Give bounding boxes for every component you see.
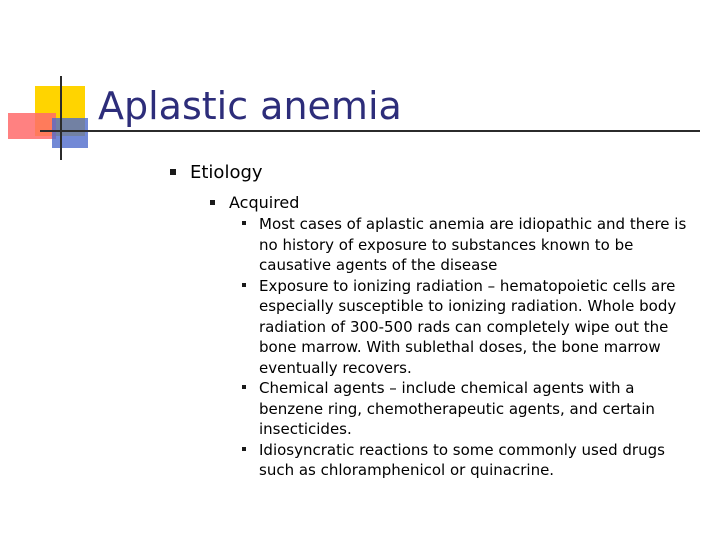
bullet-level2 [210,193,690,212]
title-underline [40,130,700,132]
list-item-text: Most cases of aplastic anemia are idiopathic and there is no history of exposure to substances known to be causative agents of the disease [259,215,687,274]
list-item [242,378,690,440]
square-bullet-icon [242,385,246,389]
decorative-logo [0,0,110,170]
square-bullet-icon [170,169,176,175]
logo-red-bar [8,113,56,139]
bullet-list [170,162,690,481]
slide-title: Aplastic anemia [98,84,402,128]
bullet-level1-text: Etiology [190,162,263,183]
square-bullet-icon [242,447,246,451]
logo-blue-square [52,118,88,148]
bullet-level1 [170,162,690,183]
sub-sub-list [242,214,690,481]
logo-vertical-line [60,76,62,160]
list-item [242,276,690,379]
list-item-text: Exposure to ionizing radiation – hematopoietic cells are especially susceptible to ionizing radiation. Whole body radiation of 300-500 rads can completely wipe out the bone marrow. With sublethal doses, the bone marrow eventually recovers. [259,276,677,377]
square-bullet-icon [242,221,246,225]
square-bullet-icon [242,283,246,287]
sub-list [210,193,690,481]
bullet-level2-text: Acquired [229,193,300,212]
list-item [242,440,690,481]
list-item-text: Chemical agents – include chemical agents with a benzene ring, chemotherapeutic agents, and certain insecticides. [259,379,655,438]
list-item [242,214,690,276]
square-bullet-icon [210,200,215,205]
list-item-text: Idiosyncratic reactions to some commonly used drugs such as chloramphenicol or quinacrine. [259,440,665,479]
